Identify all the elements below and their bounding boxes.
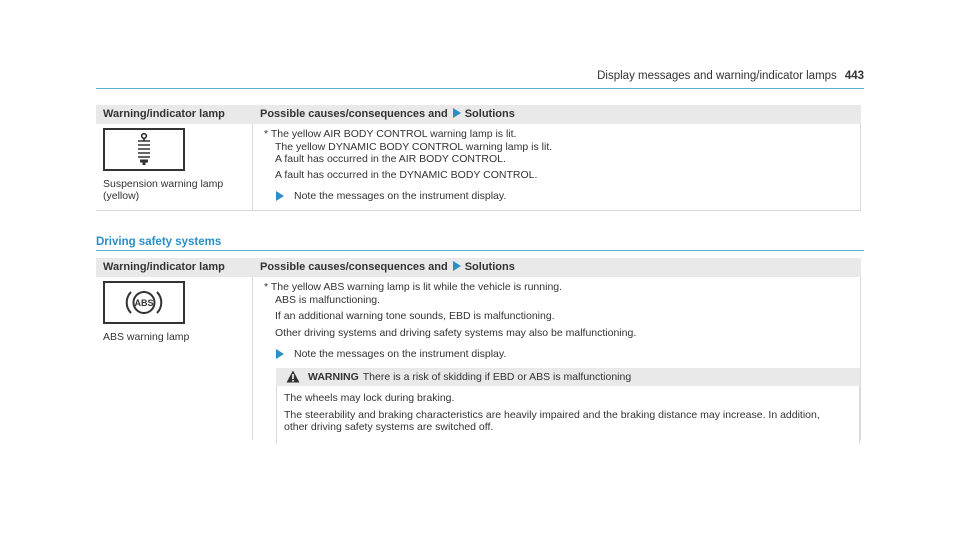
action-item (264, 348, 854, 361)
lamp-table-abs (96, 258, 861, 440)
running-header (597, 70, 864, 82)
cause-line-2: The yellow DYNAMIC BODY CONTROL warning lamp is lit. (275, 140, 553, 153)
warning-body-1: The wheels may lock during braking. (284, 392, 455, 404)
cause-line-2: ABS is malfunctioning. (275, 293, 381, 306)
col-header-causes (260, 261, 515, 273)
column-divider (252, 277, 253, 440)
warning-triangle-icon (286, 370, 300, 383)
lamp-label (103, 178, 223, 202)
cause-line-4: Other driving systems and driving safety systems may also be malfunctioning. (275, 326, 637, 339)
suspension-lamp-box (103, 128, 185, 171)
warning-body (284, 392, 854, 434)
col-header-causes-text: Possible causes/consequences and (260, 108, 448, 120)
header-title: Display messages and warning/indicator lamps (597, 70, 837, 82)
warning-header (276, 368, 860, 386)
warning-right-border (859, 386, 860, 444)
cause-line-1: * The yellow ABS warning lamp is lit while the vehicle is running. (264, 281, 563, 293)
lamp-label-line1: Suspension warning lamp (103, 178, 224, 190)
action-item (264, 190, 854, 203)
arrow-right-icon (453, 108, 461, 118)
col-header-solutions: Solutions (464, 108, 515, 120)
warning-box (276, 368, 860, 444)
page-number: 443 (844, 70, 864, 82)
arrow-right-icon (276, 191, 284, 201)
lamp-table-suspension (96, 105, 861, 211)
warning-body-2: The steerability and braking characteristics are heavily impaired and the braking distance may increase. In addition, (284, 408, 820, 421)
column-divider (252, 124, 253, 211)
warning-body-3: other driving safety systems are switched off. (284, 421, 494, 433)
suspension-icon (105, 130, 183, 169)
cause-line-4: A fault has occurred in the DYNAMIC BODY CONTROL. (275, 168, 538, 181)
right-border (860, 124, 861, 211)
warning-title-text: There is a risk of skidding if EBD or ABS is malfunctioning (362, 371, 632, 383)
warning-left-border (276, 386, 277, 444)
lamp-label: ABS warning lamp (103, 331, 190, 343)
lamp-label-line2: (yellow) (103, 190, 140, 202)
warning-title (308, 371, 631, 383)
section-title: Driving safety systems (96, 236, 864, 251)
col-header-solutions: Solutions (464, 261, 515, 273)
table-header (96, 105, 861, 124)
bottom-border (96, 210, 861, 211)
causes-cell (264, 128, 854, 203)
col-header-lamp: Warning/indicator lamp (103, 108, 225, 120)
abs-lamp-box (103, 281, 185, 324)
cause-line-1: * The yellow AIR BODY CONTROL warning lamp is lit. (264, 128, 517, 140)
abs-icon-text: ABS (134, 298, 154, 308)
col-header-causes-text: Possible causes/consequences and (260, 261, 448, 273)
right-border (860, 277, 861, 440)
page-header (96, 62, 864, 89)
arrow-right-icon (276, 349, 284, 359)
abs-icon (105, 283, 183, 322)
table-header (96, 258, 861, 277)
action-text: Note the messages on the instrument display. (294, 348, 507, 360)
warning-label: WARNING (308, 371, 359, 383)
col-header-lamp: Warning/indicator lamp (103, 261, 225, 273)
cause-line-3: If an additional warning tone sounds, EBD is malfunctioning. (275, 310, 555, 322)
arrow-right-icon (453, 261, 461, 271)
cause-line-3: A fault has occurred in the AIR BODY CONTROL. (275, 153, 506, 165)
causes-cell (264, 281, 854, 361)
col-header-causes (260, 108, 515, 120)
action-text: Note the messages on the instrument display. (294, 190, 507, 202)
